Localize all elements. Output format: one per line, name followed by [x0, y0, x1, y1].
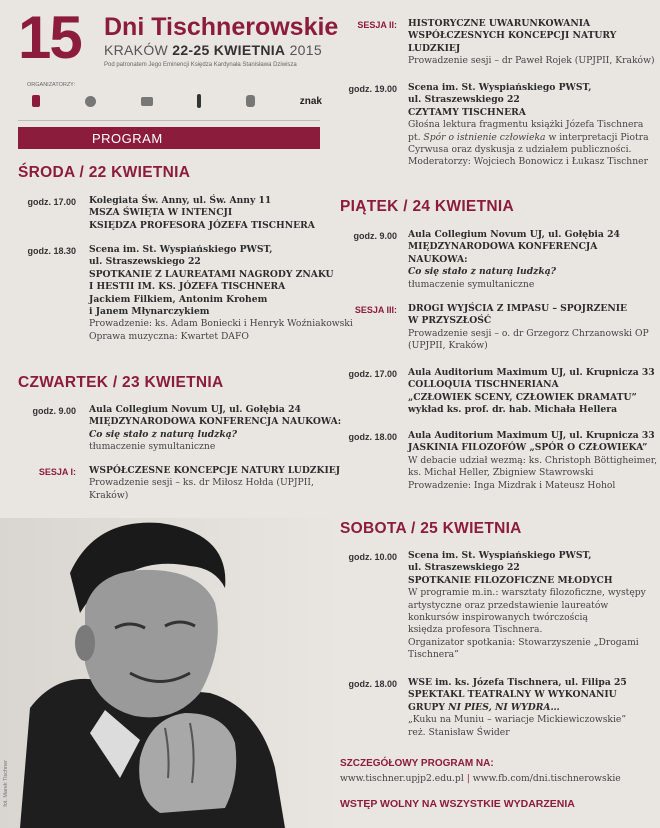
event-note: konkursów inspirowanych twórczością [408, 612, 588, 624]
event-line: SPOTKANIE FILOZOFICZNE MŁODYCH [408, 574, 613, 586]
event-line: ul. Straszewskiego 22 [408, 562, 520, 574]
event-conference [89, 404, 341, 454]
portrait-photo [0, 478, 340, 828]
event-note: Prowadzenie: ks. Adam Boniecki i Henryk Woźniakowski [89, 318, 353, 330]
event-note: Oprawa muzyczna: Kwartet DAFO [89, 330, 249, 342]
event-line: Aula Collegium Novum UJ, ul. Gołębia 24 [89, 404, 301, 415]
event-note: księdza profesora Tischnera. [408, 624, 543, 636]
event-line: COLLOQUIA TISCHNERIANA [408, 379, 559, 391]
detailed-program-heading: SZCZEGÓŁOWY PROGRAM NA: [340, 758, 494, 769]
event-philosophers-cave [408, 430, 657, 492]
edition-number: 15 [18, 4, 81, 71]
day-heading-thursday: CZWARTEK / 23 KWIETNIA [18, 374, 224, 391]
website-link[interactable]: www.tischner.upjp2.edu.pl [340, 773, 464, 784]
program-banner [18, 127, 320, 149]
session-note: (UPJPII, Kraków) [408, 340, 488, 352]
event-theatre-performance [408, 677, 627, 739]
event-time: godz. 18.00 [348, 679, 397, 689]
session-three [408, 303, 649, 353]
pwst-logo [141, 97, 153, 106]
event-note: Głośna lektura fragmentu książki Józefa Tischnera [408, 119, 644, 131]
event-line: Scena im. St. Wyspiańskiego PWST, [89, 244, 273, 255]
event-line: Aula Collegium Novum UJ, ul. Gołębia 24 [408, 229, 620, 240]
event-line: SPEKTAKL TEATRALNY W WYKONANIU [408, 689, 617, 701]
event-mass [89, 195, 315, 232]
event-note: Moderatorzy: Wojciech Bonowicz i Łukasz Tischner [408, 156, 648, 168]
event-colloquia [408, 367, 655, 417]
event-line: ul. Straszewskiego 22 [408, 94, 520, 106]
organizer-logos [32, 90, 322, 112]
event-time: godz. 17.00 [27, 197, 76, 207]
session-label: SESJA II: [357, 20, 397, 30]
day-heading-wednesday: ŚRODA / 22 KWIETNIA [18, 164, 191, 181]
session-label: SESJA I: [38, 467, 76, 477]
event-note: artystyczne oraz przedstawienie laureatów [408, 599, 609, 611]
event-note: tłumaczenie symultaniczne [89, 441, 216, 453]
session-title-line: DROGI WYJŚCIA Z IMPASU – SPOJRZENIE [408, 303, 628, 314]
session-title-line: WSPÓŁCZESNYCH KONCEPCJI NATURY [408, 30, 617, 42]
event-time: godz. 19.00 [348, 84, 397, 94]
event-line: wykład ks. prof. dr. hab. Michała Hellera [408, 404, 618, 416]
event-line: Aula Auditorium Maximum UJ, ul. Krupnicza 33 [408, 430, 655, 441]
event-note: „Kuku na Muniu – wariacje Mickiewiczowskie” [408, 714, 627, 726]
photo-credit: fot. Marek Tischner [3, 760, 9, 807]
event-conference-friday [408, 229, 620, 291]
event-time: godz. 18.00 [348, 432, 397, 442]
event-note: Prowadzenie: Inga Mizdrak i Mateusz Hohol [408, 479, 616, 491]
event-line: Kolegiata Św. Anny, ul. Św. Anny 11 [89, 195, 272, 206]
patronage-line: Pod patronatem Jego Eminencji Księdza Kardynała Stanisława Dziwisza [104, 62, 297, 68]
upjp2-logo [32, 95, 40, 107]
event-laureates-meeting [89, 244, 353, 343]
link-separator: | [466, 773, 470, 784]
program-links [340, 773, 621, 784]
organizers-label: ORGANIZATORZY: [27, 82, 76, 88]
session-note: Prowadzenie sesji – ks. dr Miłosz Hołda (UPJPII, [89, 477, 314, 489]
event-line: CZYTAMY TISCHNERA [408, 106, 526, 118]
session-title: WSPÓŁCZESNE KONCEPCJE NATURY LUDZKIEJ [89, 465, 341, 476]
event-line: MIĘDZYNARODOWA KONFERENCJA [408, 241, 598, 253]
uj-logo [246, 95, 255, 107]
day-heading-friday: PIĄTEK / 24 KWIETNIA [340, 198, 514, 215]
event-italic: Co się stało z naturą ludzką? [408, 266, 557, 278]
event-note: ks. Michał Heller, Zbigniew Stawrowski [408, 467, 594, 479]
event-note: Tischnera” [408, 649, 459, 661]
event-note: Organizator spotkania: Stowarzyszenie „Drogami [408, 636, 639, 648]
day-heading-saturday: SOBOTA / 25 KWIETNIA [340, 520, 522, 537]
event-note: W programie m.in.: warsztaty filozoficzne, występy [408, 587, 646, 599]
event-time: godz. 18.30 [27, 246, 76, 256]
event-line: Aula Auditorium Maximum UJ, ul. Krupnicza 33 [408, 367, 655, 378]
event-line: ul. Straszewskiego 22 [89, 256, 201, 268]
event-line: „CZŁOWIEK SCENY, CZŁOWIEK DRAMATU” [408, 391, 637, 403]
event-note: reż. Stanisław Świder [408, 726, 510, 738]
event-line: SPOTKANIE Z LAUREATAMI NAGRODY ZNAKU [89, 268, 334, 280]
city-dates [104, 42, 322, 58]
event-line: MSZA ŚWIĘTA W INTENCJI [89, 207, 233, 219]
event-time: godz. 10.00 [348, 552, 397, 562]
event-time: godz. 17.00 [348, 369, 397, 379]
event-note: tłumaczenie symultaniczne [408, 278, 535, 290]
session-title-line: LUDZKIEJ [408, 42, 461, 54]
session-title-line: HISTORYCZNE UWARUNKOWANIA [408, 18, 591, 29]
facebook-link[interactable]: www.fb.com/dni.tischnerowskie [472, 773, 621, 784]
city: KRAKÓW [104, 42, 169, 58]
program-label: PROGRAM [92, 131, 163, 146]
event-note: pt. Spór o istnienie człowieka w interpretacji Piotra [408, 131, 649, 143]
event-note: Cyrwusa oraz dyskusja z udziałem publiczności. [408, 144, 632, 156]
event-line: Scena im. St. Wyspiańskiego PWST, [408, 550, 592, 561]
divider [18, 120, 320, 121]
event-young-philosophers [408, 550, 646, 662]
event-line: i Janem Młynarczykiem [89, 306, 210, 318]
event-line: KSIĘDZA PROFESORA JÓZEFA TISCHNERA [89, 219, 315, 231]
znak-logo: znak [299, 95, 322, 107]
event-line: MIĘDZYNARODOWA KONFERENCJA NAUKOWA: [89, 416, 342, 428]
event-line: GRUPY NI PIES, NI WYDRA… [408, 701, 560, 713]
event-line: JASKINIA FILOZOFÓW „SPÓR O CZŁOWIEKA” [408, 442, 648, 454]
free-entry-notice: WSTĘP WOLNY NA WSZYSTKIE WYDARZENIA [340, 798, 575, 810]
event-time: godz. 9.00 [32, 406, 76, 416]
dates: 22-25 KWIETNIA [172, 42, 286, 58]
event-italic: Co się stało z naturą ludzką? [89, 428, 238, 440]
session-note: Kraków) [89, 489, 129, 501]
year: 2015 [289, 42, 322, 58]
session-two [408, 18, 655, 68]
event-line: Jackiem Filkiem, Antonim Krohem [89, 293, 268, 305]
seal-logo [85, 96, 96, 107]
event-line: WSE im. ks. Józefa Tischnera, ul. Filipa 25 [408, 677, 627, 688]
festival-title: Dni Tischnerowskie [104, 13, 339, 41]
event-reading-tischner [408, 82, 649, 169]
event-time: godz. 9.00 [353, 231, 397, 241]
event-line: I HESTII IM. KS. JÓZEFA TISCHNERA [89, 281, 286, 293]
session-note: Prowadzenie sesji – o. dr Grzegorz Chrzanowski OP [408, 327, 649, 339]
session-note: Prowadzenie sesji – dr Paweł Rojek (UPJPII, Kraków) [408, 55, 655, 67]
session-title-line: W PRZYSZŁOŚĆ [408, 315, 492, 327]
event-line: Scena im. St. Wyspiańskiego PWST, [408, 82, 592, 93]
instytut-tischnera-logo [197, 94, 201, 108]
event-line: NAUKOWA: [408, 253, 468, 265]
event-note: W debacie udział wezmą: ks. Christoph Böttigheimer, [408, 454, 658, 466]
session-label: SESJA III: [354, 305, 397, 315]
